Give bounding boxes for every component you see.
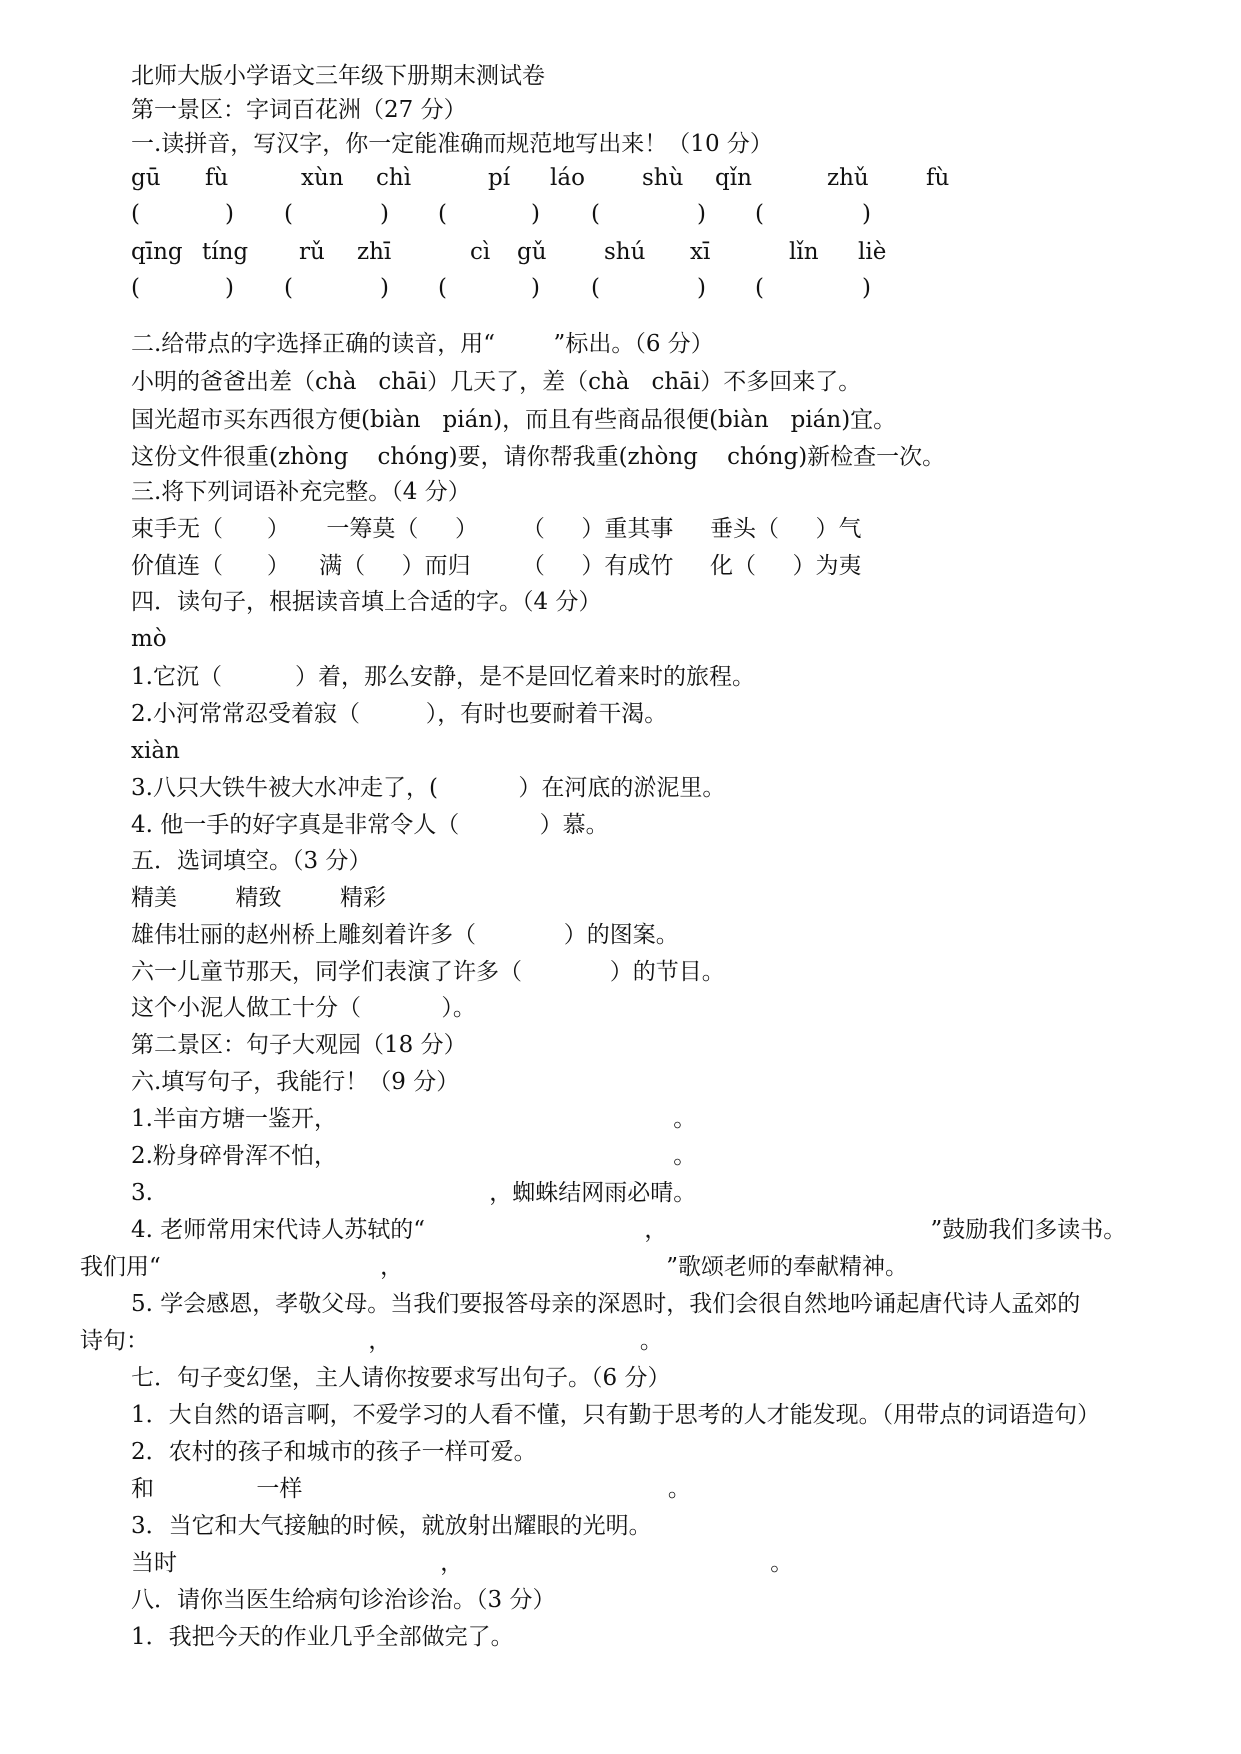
answer-paren-open: ( — [438, 275, 447, 301]
pinyin-item: qīng — [131, 239, 183, 265]
q4-sentence-4: 4. 他一手的好字真是非常令人（ ）慕。 — [131, 812, 609, 838]
answer-paren-open: ( — [438, 201, 447, 227]
question7-heading: 七．句子变幻堡，主人请你按要求写出句子。（6 分） — [131, 1365, 671, 1391]
answer-paren-close: ) — [225, 275, 234, 301]
pinyin-item: shú — [604, 239, 646, 265]
pinyin-item: qǐn — [715, 165, 752, 191]
pinyin-item: chì — [376, 165, 412, 191]
question2-heading: 二.给带点的字选择正确的读音，用“ ”标出。（6 分） — [131, 331, 714, 357]
answer-paren-open: ( — [131, 201, 140, 227]
q5-sentence-2: 六一儿童节那天，同学们表演了许多（ ）的节目。 — [131, 959, 725, 985]
pinyin-item: gǔ — [517, 239, 547, 265]
q5-word-choices: 精美 精致 精彩 — [131, 885, 386, 911]
answer-paren-close: ) — [862, 201, 871, 227]
answer-paren-open: ( — [755, 275, 764, 301]
pinyin-item: fù — [205, 165, 229, 191]
q6-line-1: 1.半亩方塘一鉴开， 。 — [131, 1106, 697, 1132]
q6-line-4-continued: 我们用“ ， ”歌颂老师的奉献精神。 — [80, 1254, 909, 1280]
q5-sentence-1: 雄伟壮丽的赵州桥上雕刻着许多（ ）的图案。 — [131, 922, 679, 948]
answer-paren-open: ( — [131, 275, 140, 301]
q6-line-5: 5. 学会感恩，孝敬父母。当我们要报答母亲的深恩时，我们会很自然地吟诵起唐代诗人孟郊的 — [131, 1291, 1081, 1317]
pinyin-item: lǐn — [789, 239, 819, 265]
answer-paren-open: ( — [591, 275, 600, 301]
q2-sentence-1: 小明的爸爸出差（chà chāi）几天了，差（chà chāi）不多回来了。 — [131, 369, 862, 395]
pinyin-item: zhī — [357, 239, 392, 265]
pinyin-item: liè — [858, 239, 887, 265]
pinyin-item: xùn — [301, 165, 344, 191]
q7-item-3: 3．当它和大气接触的时候，就放射出耀眼的光明。 — [131, 1513, 652, 1539]
q2-sentence-2: 国光超市买东西很方便(biàn pián)，而且有些商品很便(biàn pián)宜。 — [131, 407, 897, 433]
q4-pinyin-2: xiàn — [131, 738, 180, 764]
q7-item-2: 2．农村的孩子和城市的孩子一样可爱。 — [131, 1439, 537, 1465]
answer-paren-close: ) — [697, 275, 706, 301]
pinyin-item: fù — [926, 165, 950, 191]
answer-paren-close: ) — [862, 275, 871, 301]
answer-paren-close: ) — [531, 201, 540, 227]
answer-paren-close: ) — [380, 275, 389, 301]
q6-line-2: 2.粉身碎骨浑不怕， 。 — [131, 1143, 697, 1169]
q4-sentence-1: 1.它沉（ ）着，那么安静，是不是回忆着来时的旅程。 — [131, 664, 756, 690]
answer-paren-close: ) — [225, 201, 234, 227]
answer-paren-open: ( — [284, 201, 293, 227]
pinyin-item: tíng — [202, 239, 249, 265]
pinyin-item: xī — [690, 239, 711, 265]
pinyin-item: rǔ — [299, 239, 325, 265]
answer-paren-close: ) — [531, 275, 540, 301]
q6-line-3: 3. ，蜘蛛结网雨必晴。 — [131, 1180, 697, 1206]
section2-heading: 第二景区：句子大观园（18 分） — [131, 1032, 467, 1058]
q6-line-4: 4. 老师常用宋代诗人苏轼的“ ， ”鼓励我们多读书。 — [131, 1217, 1127, 1243]
q7-item-3-answer: 当时 ， 。 — [131, 1550, 794, 1576]
pinyin-item: zhǔ — [827, 165, 869, 191]
page-title: 北师大版小学语文三年级下册期末测试卷 — [131, 63, 545, 89]
q5-sentence-3: 这个小泥人做工十分（ ）。 — [131, 995, 476, 1021]
q4-pinyin-1: mò — [131, 626, 167, 652]
q2-sentence-3: 这份文件很重(zhòng chóng)要，请你帮我重(zhòng chóng)新检查一次。 — [131, 444, 946, 470]
answer-paren-open: ( — [284, 275, 293, 301]
pinyin-item: pí — [488, 165, 511, 191]
q3-idioms-row-2: 价值连（ ） 满（ ）而归 （ ）有成竹 化（ ）为夷 — [131, 553, 862, 579]
question1-heading: 一.读拼音，写汉字，你一定能准确而规范地写出来！（10 分） — [131, 131, 773, 157]
question5-heading: 五．选词填空。（3 分） — [131, 848, 372, 874]
question4-heading: 四．读句子，根据读音填上合适的字。（4 分） — [131, 589, 602, 615]
q4-sentence-2: 2.小河常常忍受着寂（ ），有时也要耐着干渴。 — [131, 701, 668, 727]
section1-heading: 第一景区：字词百花洲（27 分） — [131, 97, 467, 123]
q7-item-2-answer: 和 一样 。 — [131, 1476, 691, 1502]
pinyin-item: cì — [470, 239, 491, 265]
pinyin-item: shù — [642, 165, 684, 191]
answer-paren-open: ( — [755, 201, 764, 227]
answer-paren-open: ( — [591, 201, 600, 227]
pinyin-item: gū — [131, 165, 161, 191]
q6-line-5-continued: 诗句： ， 。 — [80, 1328, 663, 1354]
question8-heading: 八．请你当医生给病句诊治诊治。（3 分） — [131, 1587, 556, 1613]
answer-paren-close: ) — [697, 201, 706, 227]
q8-item-1: 1．我把今天的作业几乎全部做完了。 — [131, 1624, 514, 1650]
q3-idioms-row-1: 束手无（ ） 一筹莫（ ） （ ）重其事 垂头（ ）气 — [131, 516, 862, 542]
question6-heading: 六.填写句子，我能行！（9 分） — [131, 1069, 460, 1095]
q7-item-1: 1．大自然的语言啊，不爱学习的人看不懂，只有勤于思考的人才能发现。（用带点的词语造句） — [131, 1402, 1101, 1428]
question3-heading: 三.将下列词语补充完整。（4 分） — [131, 479, 471, 505]
answer-paren-close: ) — [380, 201, 389, 227]
q4-sentence-3: 3.八只大铁牛被大水冲走了，( ）在河底的淤泥里。 — [131, 775, 726, 801]
pinyin-item: láo — [550, 165, 585, 191]
